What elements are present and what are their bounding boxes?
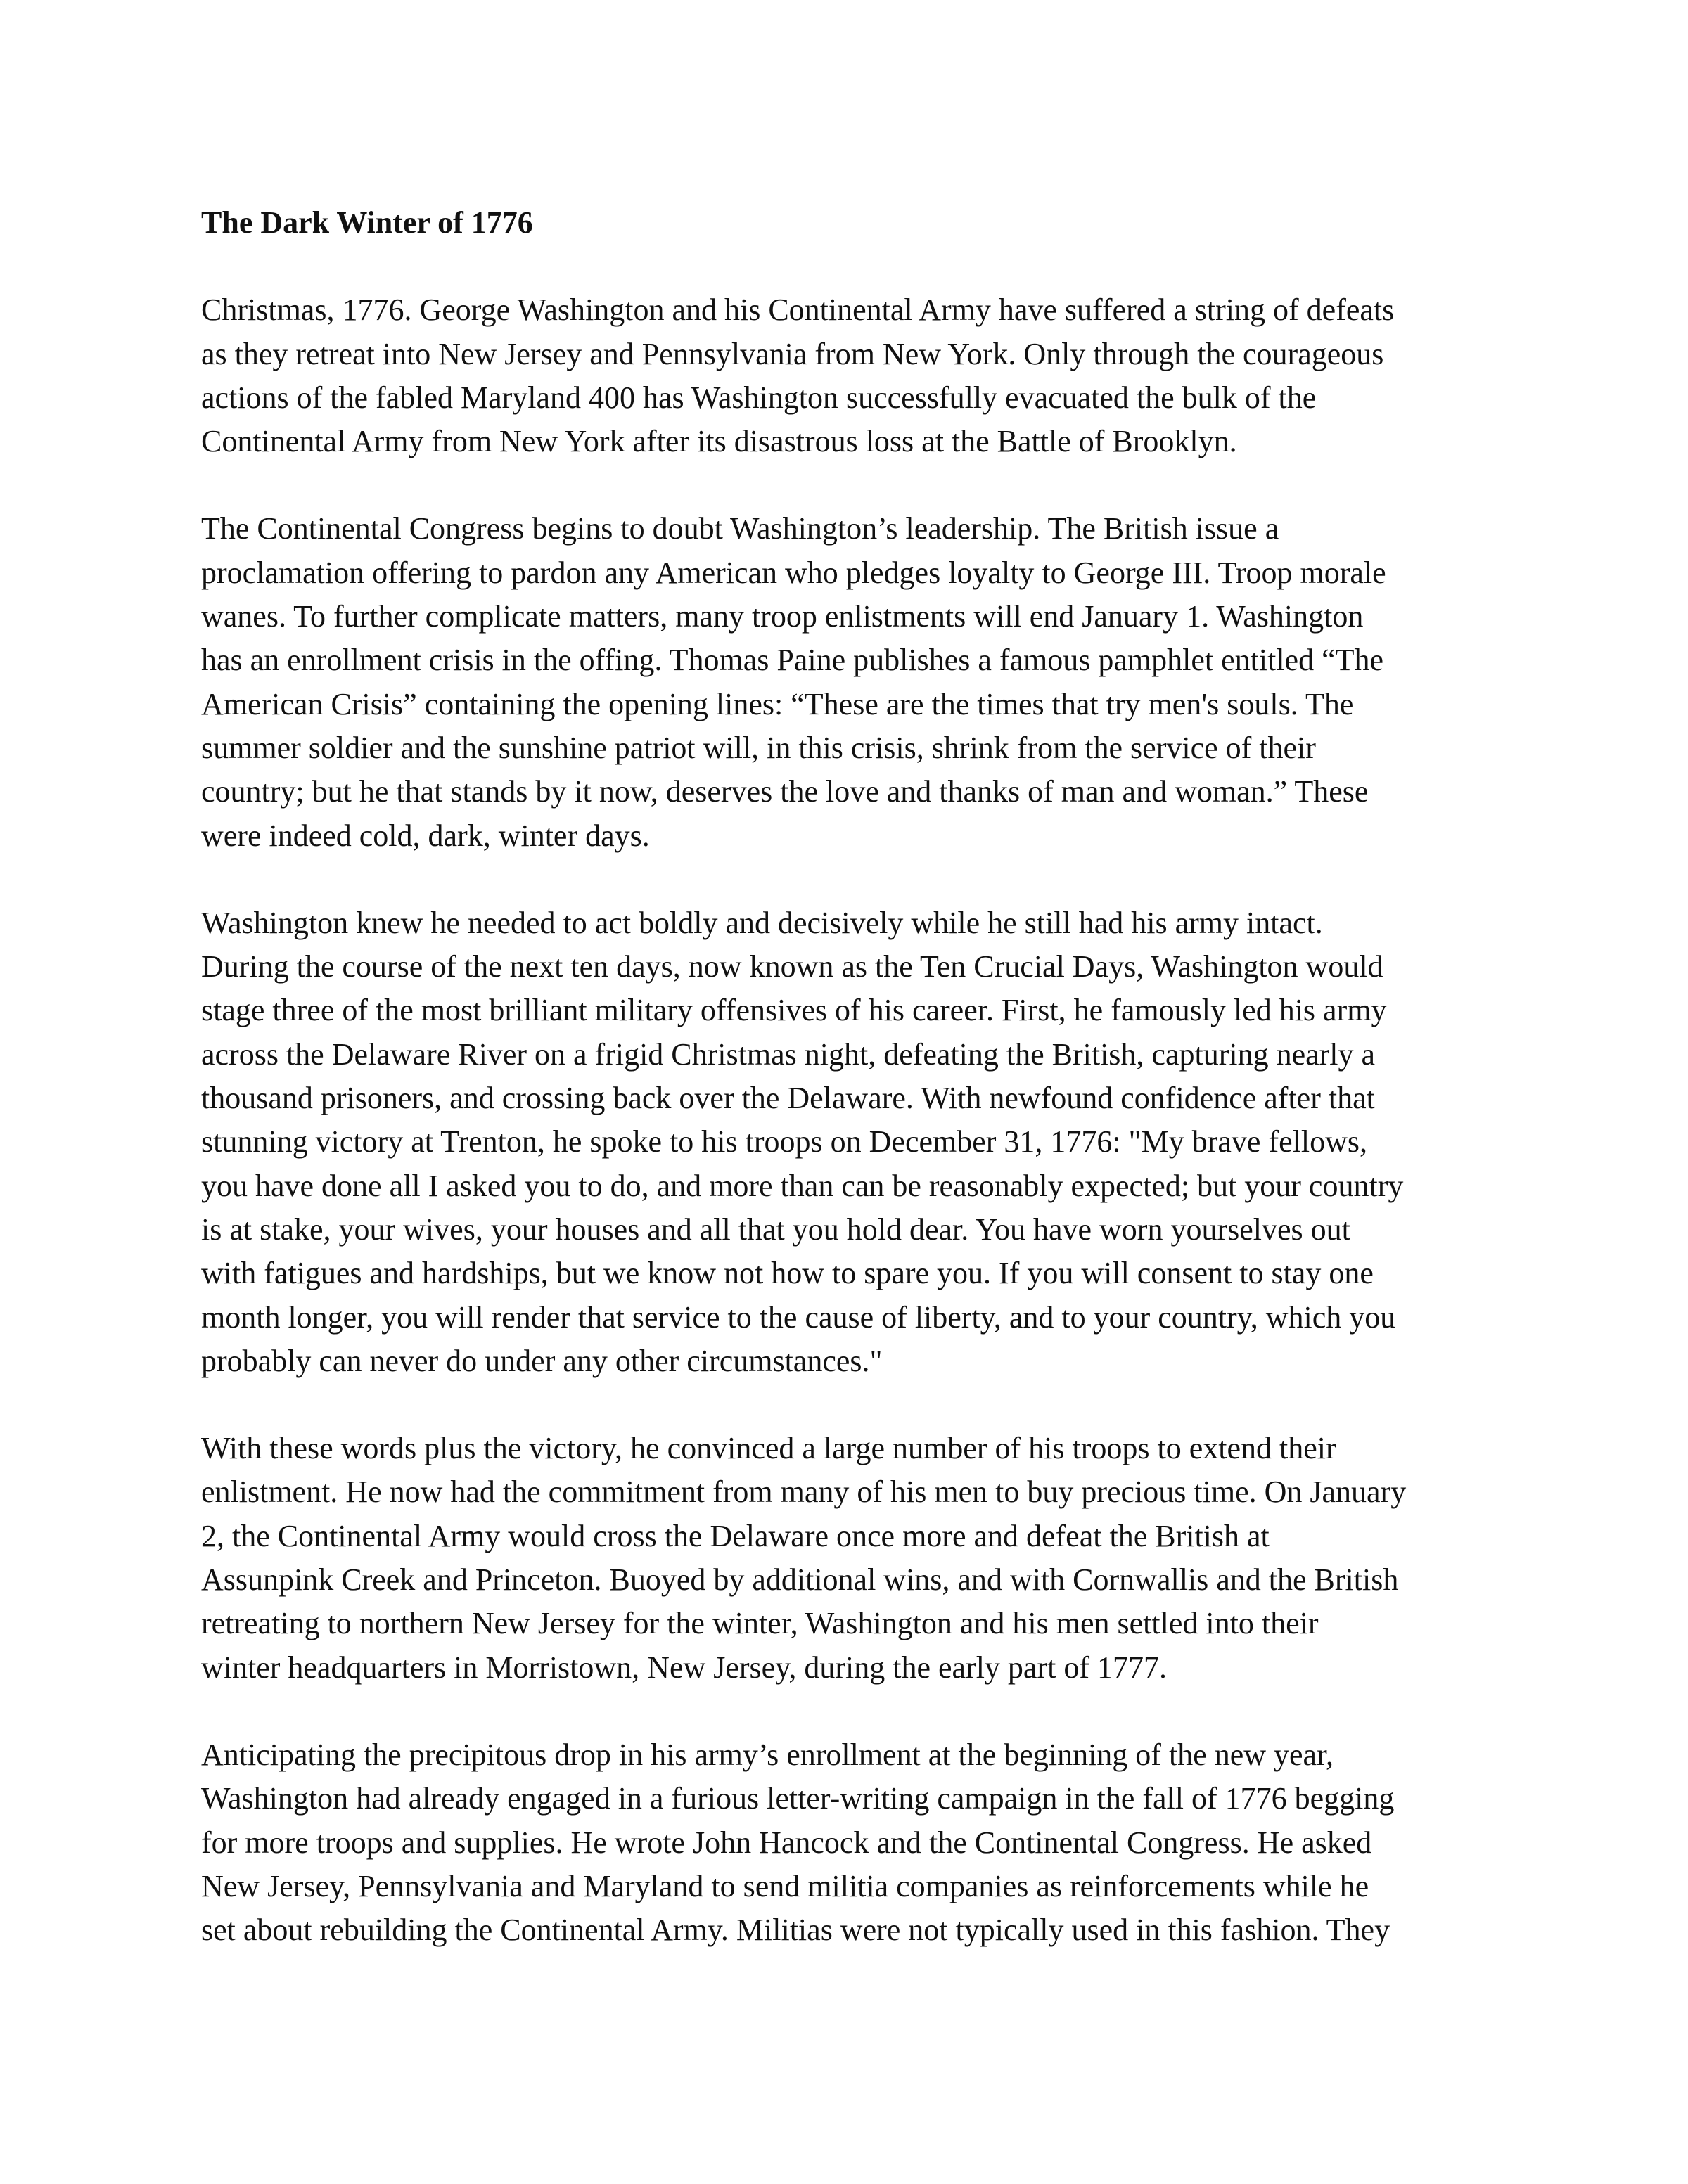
text-line: Assunpink Creek and Princeton. Buoyed by additional wins, and with Cornwallis and the British bbox=[201, 1562, 1399, 1598]
paragraph-2 bbox=[201, 507, 1523, 857]
text-line: is at stake, your wives, your houses and all that you hold dear. You have worn yourselves out bbox=[201, 1212, 1350, 1247]
text-line: were indeed cold, dark, winter days. bbox=[201, 818, 650, 853]
text-line: Washington knew he needed to act boldly and decisively while he still had his army intact. bbox=[201, 905, 1323, 940]
text-line: has an enrollment crisis in the offing. Thomas Paine publishes a famous pamphlet entitled “The bbox=[201, 643, 1384, 678]
text-line: stunning victory at Trenton, he spoke to his troops on December 31, 1776: "My brave fellows, bbox=[201, 1124, 1367, 1160]
text-line: Continental Army from New York after its disastrous loss at the Battle of Brooklyn. bbox=[201, 424, 1237, 459]
text-line: as they retreat into New Jersey and Pennsylvania from New York. Only through the courageous bbox=[201, 336, 1384, 371]
text-line: proclamation offering to pardon any American who pledges loyalty to George III. Troop morale bbox=[201, 555, 1386, 590]
text-line: During the course of the next ten days, now known as the Ten Crucial Days, Washington would bbox=[201, 949, 1383, 984]
text-line: Christmas, 1776. George Washington and his Continental Army have suffered a string of defeats bbox=[201, 293, 1395, 328]
text-line: wanes. To further complicate matters, many troop enlistments will end January 1. Washington bbox=[201, 599, 1364, 634]
text-line: actions of the fabled Maryland 400 has Washington successfully evacuated the bulk of the bbox=[201, 380, 1317, 415]
text-line: with fatigues and hardships, but we know not how to spare you. If you will consent to stay one bbox=[201, 1256, 1374, 1291]
paragraph-5 bbox=[201, 1733, 1523, 1952]
paragraph-4 bbox=[201, 1427, 1523, 1690]
text-line: Anticipating the precipitous drop in his army’s enrollment at the beginning of the new year, bbox=[201, 1737, 1334, 1772]
text-line: The Continental Congress begins to doubt Washington’s leadership. The British issue a bbox=[201, 511, 1279, 546]
text-line: for more troops and supplies. He wrote John Hancock and the Continental Congress. He asked bbox=[201, 1825, 1372, 1860]
text-line: winter headquarters in Morristown, New Jersey, during the early part of 1777. bbox=[201, 1650, 1167, 1685]
text-line: you have done all I asked you to do, and more than can be reasonably expected; but your country bbox=[201, 1168, 1404, 1203]
paragraph-3 bbox=[201, 901, 1523, 1383]
paragraph-1 bbox=[201, 288, 1523, 463]
text-line: set about rebuilding the Continental Army. Militias were not typically used in this fashion. They bbox=[201, 1913, 1390, 1948]
text-line: across the Delaware River on a frigid Christmas night, defeating the British, capturing nearly a bbox=[201, 1036, 1376, 1072]
text-line: month longer, you will render that service to the cause of liberty, and to your country, which you bbox=[201, 1299, 1396, 1335]
text-line: probably can never do under any other circumstances." bbox=[201, 1343, 883, 1378]
text-line: summer soldier and the sunshine patriot will, in this crisis, shrink from the service of their bbox=[201, 730, 1316, 765]
text-line: 2, the Continental Army would cross the Delaware once more and defeat the British at bbox=[201, 1518, 1270, 1553]
text-line: American Crisis” containing the opening lines: “These are the times that try men's souls. The bbox=[201, 686, 1354, 721]
text-line: stage three of the most brilliant military offensives of his career. First, he famously led his army bbox=[201, 993, 1387, 1028]
text-line: With these words plus the victory, he convinced a large number of his troops to extend their bbox=[201, 1431, 1336, 1466]
text-line: Washington had already engaged in a furious letter-writing campaign in the fall of 1776 begging bbox=[201, 1781, 1395, 1816]
document-title: The Dark Winter of 1776 bbox=[201, 205, 533, 240]
text-line: retreating to northern New Jersey for the winter, Washington and his men settled into their bbox=[201, 1606, 1319, 1641]
text-line: New Jersey, Pennsylvania and Maryland to send militia companies as reinforcements while he bbox=[201, 1868, 1369, 1903]
text-line: country; but he that stands by it now, deserves the love and thanks of man and woman.” These bbox=[201, 774, 1369, 809]
document-body bbox=[201, 201, 1523, 1952]
text-line: enlistment. He now had the commitment from many of his men to buy precious time. On January bbox=[201, 1475, 1407, 1510]
text-line: thousand prisoners, and crossing back over the Delaware. With newfound confidence after that bbox=[201, 1081, 1375, 1116]
